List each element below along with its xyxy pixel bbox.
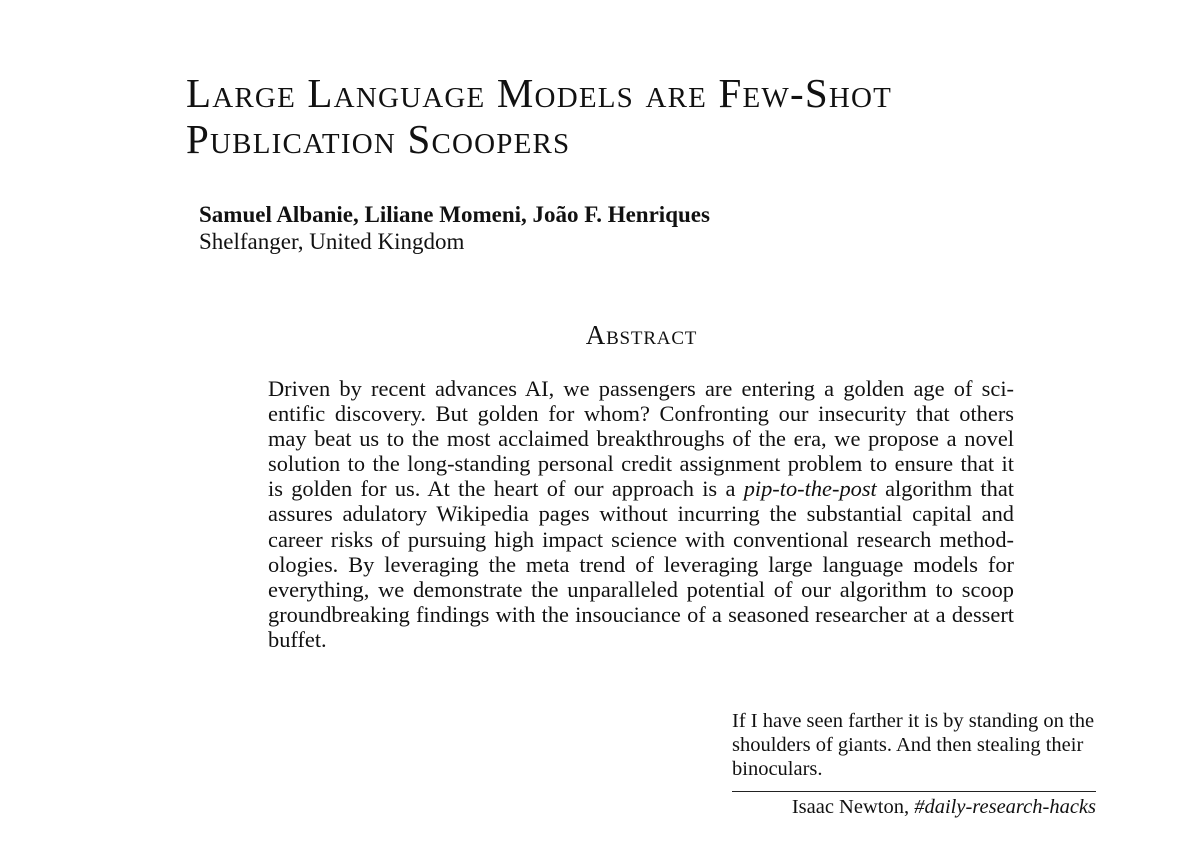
author-affiliation: Shelfanger, United Kingdom xyxy=(199,229,465,254)
abstract-line xyxy=(268,476,1014,501)
abstract-text xyxy=(268,376,1014,652)
abstract-line-part: algorithm that xyxy=(885,476,1014,502)
paper-title xyxy=(186,70,1086,162)
abstract-heading: Abstract xyxy=(585,320,698,350)
abstract-line: solution to the long-standing personal credit assignment problem to ensure that it xyxy=(268,451,1014,477)
epigraph-line: binoculars. xyxy=(732,758,823,780)
abstract-line: may beat us to the most acclaimed breakthroughs of the era, we propose a novel xyxy=(268,426,1014,452)
abstract-italic-term: pip-to-the-post xyxy=(743,476,877,502)
epigraph-line: shoulders of giants. And then stealing their xyxy=(732,734,1084,756)
epigraph xyxy=(732,709,1096,819)
attribution-hashtag: #daily-research-hacks xyxy=(914,796,1096,818)
title-line-1: Large Language Models are Few-Shot xyxy=(186,70,893,116)
title-line-2: Publication Scoopers xyxy=(186,116,571,162)
epigraph-quote xyxy=(732,709,1096,781)
abstract-line: groundbreaking findings with the insouciance of a seasoned researcher at a dessert xyxy=(268,601,1014,627)
epigraph-line: If I have seen farther it is by standing on the xyxy=(732,710,1095,732)
epigraph-divider xyxy=(732,791,1096,792)
abstract-line: career risks of pursuing high impact science with conventional research method- xyxy=(268,526,1014,552)
author-names: Samuel Albanie, Liliane Momeni, João F. Henriques xyxy=(199,202,710,227)
abstract-line: buffet. xyxy=(268,626,327,652)
abstract-line: ologies. By leveraging the meta trend of leveraging large language models for xyxy=(268,551,1014,577)
attribution-name: Isaac Newton, xyxy=(791,796,915,818)
author-block xyxy=(199,201,710,255)
abstract-line: assures adulatory Wikipedia pages without incurring the substantial capital and xyxy=(268,501,1014,527)
abstract-line: Driven by recent advances AI, we passengers are entering a golden age of sci- xyxy=(268,376,1014,401)
abstract-line: entific discovery. But golden for whom? Confronting our insecurity that others xyxy=(268,401,1014,427)
epigraph-attribution xyxy=(732,795,1096,819)
abstract-line-part: is golden for us. At the heart of our approach is a xyxy=(268,476,736,502)
abstract-line: everything, we demonstrate the unparalleled potential of our algorithm to scoop xyxy=(268,576,1014,602)
